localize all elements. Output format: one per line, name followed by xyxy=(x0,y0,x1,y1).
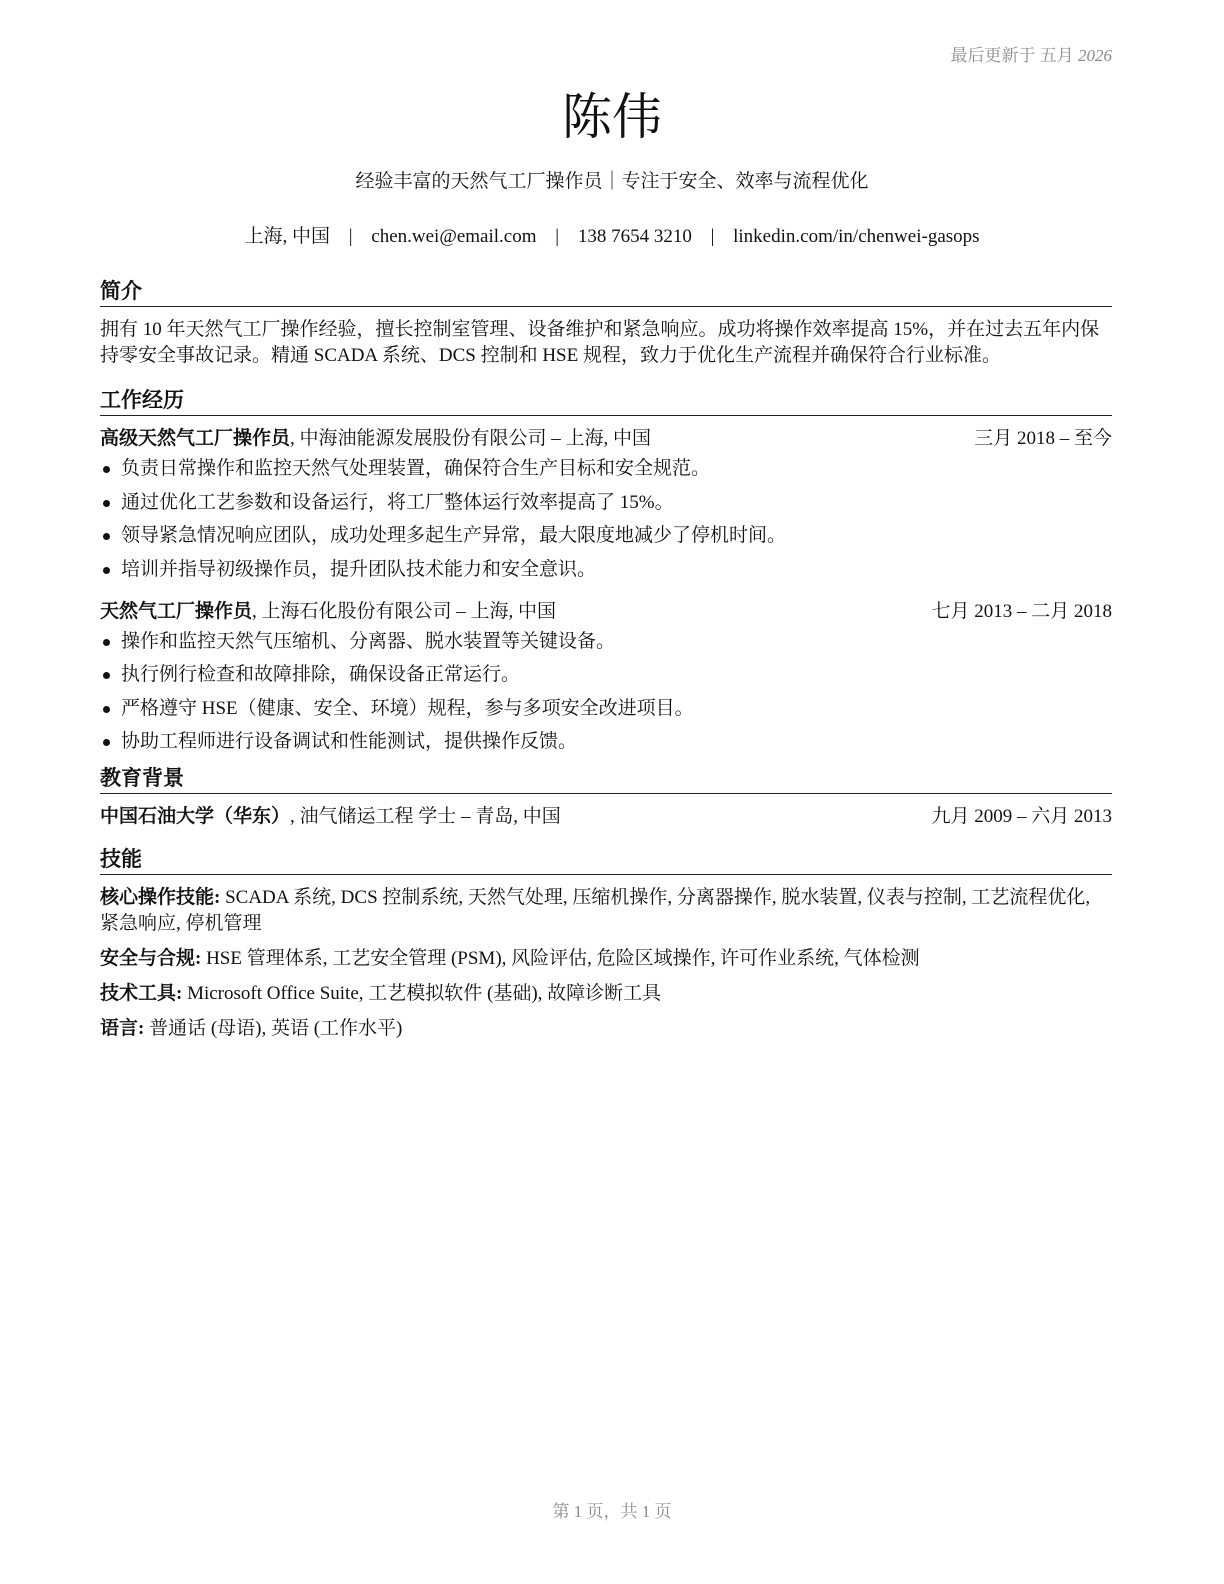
skill-label: 语言: xyxy=(100,1018,145,1039)
school-name: 中国石油大学（华东） xyxy=(100,806,291,827)
section-title-skills: 技能 xyxy=(100,844,1112,875)
skill-label: 安全与合规: xyxy=(100,948,202,969)
education-dates: 九月 2009 – 六月 2013 xyxy=(931,806,1112,827)
contact-email[interactable]: chen.wei@email.com xyxy=(371,226,537,247)
list-item: 协助工程师进行设备调试和性能测试，提供操作反馈。 xyxy=(100,729,1112,755)
job-header xyxy=(100,599,1112,625)
job-role: 天然气工厂操作员 xyxy=(100,600,253,622)
list-item: 严格遵守 HSE（健康、安全、环境）规程，参与多项安全改进项目。 xyxy=(100,696,1112,722)
list-item: 负责日常操作和监控天然气处理装置，确保符合生产目标和安全规范。 xyxy=(100,456,1112,482)
skill-label: 核心操作技能: xyxy=(100,887,221,908)
skill-label: 技术工具: xyxy=(100,983,183,1004)
skill-row xyxy=(100,981,1112,1007)
education-line xyxy=(100,804,561,830)
education-section xyxy=(100,763,1112,830)
list-item: 培训并指导初级操作员，提升团队技术能力和安全意识。 xyxy=(100,557,1112,583)
contact-location: 上海, 中国 xyxy=(244,226,330,247)
list-item: 通过优化工艺参数和设备运行，将工厂整体运行效率提高了 15%。 xyxy=(100,490,1112,516)
last-updated-year: 2026 xyxy=(1078,46,1112,65)
list-item: 领导紧急情况响应团队，成功处理多起生产异常，最大限度地减少了停机时间。 xyxy=(100,523,1112,549)
contact-separator: | xyxy=(710,226,715,247)
contact-linkedin[interactable]: linkedin.com/in/chenwei-gasops xyxy=(733,226,980,247)
skills-section xyxy=(100,844,1112,1042)
skill-value: HSE 管理体系, 工艺安全管理 (PSM), 风险评估, 危险区域操作, 许可作业系统, 气体检测 xyxy=(201,948,920,969)
job-org: , 上海石化股份有限公司 – 上海, 中国 xyxy=(252,600,557,622)
degree-detail: , 油气储运工程 学士 – 青岛, 中国 xyxy=(290,806,561,827)
job-dates: 七月 2013 – 二月 2018 xyxy=(931,600,1112,622)
summary-section xyxy=(100,276,1112,369)
experience-section xyxy=(100,385,1112,755)
skill-value: SCADA 系统, DCS 控制系统, 天然气处理, 压缩机操作, 分离器操作, 脱水装置, 仪表与控制, 工艺流程优化, 紧急响应, 停机管理 xyxy=(100,887,1091,934)
summary-text: 拥有 10 年天然气工厂操作经验，擅长控制室管理、设备维护和紧急响应。成功将操作效率提高 15%，并在过去五年内保持零安全事故记录。精通 SCADA 系统、DCS 控制和 HSE 规程，致力于优化生产流程并确保符合行业标准。 xyxy=(100,319,1100,366)
job-title-line xyxy=(100,426,651,452)
job-bullets xyxy=(100,629,1112,756)
job-header xyxy=(100,426,1112,452)
job-role: 高级天然气工厂操作员 xyxy=(100,428,291,449)
list-item: 操作和监控天然气压缩机、分离器、脱水装置等关键设备。 xyxy=(100,629,1112,655)
section-title-experience: 工作经历 xyxy=(100,385,1112,416)
last-updated xyxy=(951,44,1113,68)
education-entry xyxy=(100,804,1112,830)
section-title-education: 教育背景 xyxy=(100,763,1112,794)
skill-value: 普通话 (母语), 英语 (工作水平) xyxy=(144,1018,403,1039)
candidate-name: 陈伟 xyxy=(562,88,662,146)
resume-body xyxy=(100,276,1112,1051)
section-title-summary: 简介 xyxy=(100,276,1112,307)
page-footer: 第 1 页，共 1 页 xyxy=(552,1502,672,1521)
list-item: 执行例行检查和故障排除，确保设备正常运行。 xyxy=(100,662,1112,688)
contact-phone: 138 7654 3210 xyxy=(577,226,692,247)
job-entry xyxy=(100,599,1112,756)
skill-row xyxy=(100,885,1112,937)
skill-row xyxy=(100,946,1112,972)
job-dates: 三月 2018 – 至今 xyxy=(974,428,1112,449)
job-entry xyxy=(100,426,1112,583)
contact-separator: | xyxy=(348,226,353,247)
skill-value: Microsoft Office Suite, 工艺模拟软件 (基础), 故障诊断工具 xyxy=(182,983,662,1004)
contact-separator: | xyxy=(555,226,560,247)
last-updated-label: 最后更新于 五月 xyxy=(950,46,1074,65)
contact-line xyxy=(0,224,1224,250)
job-title-line xyxy=(100,599,556,625)
skill-row xyxy=(100,1016,1112,1042)
job-org: , 中海油能源发展股份有限公司 – 上海, 中国 xyxy=(290,428,652,449)
tagline: 经验丰富的天然气工厂操作员｜专注于安全、效率与流程优化 xyxy=(355,171,869,192)
job-bullets xyxy=(100,456,1112,583)
